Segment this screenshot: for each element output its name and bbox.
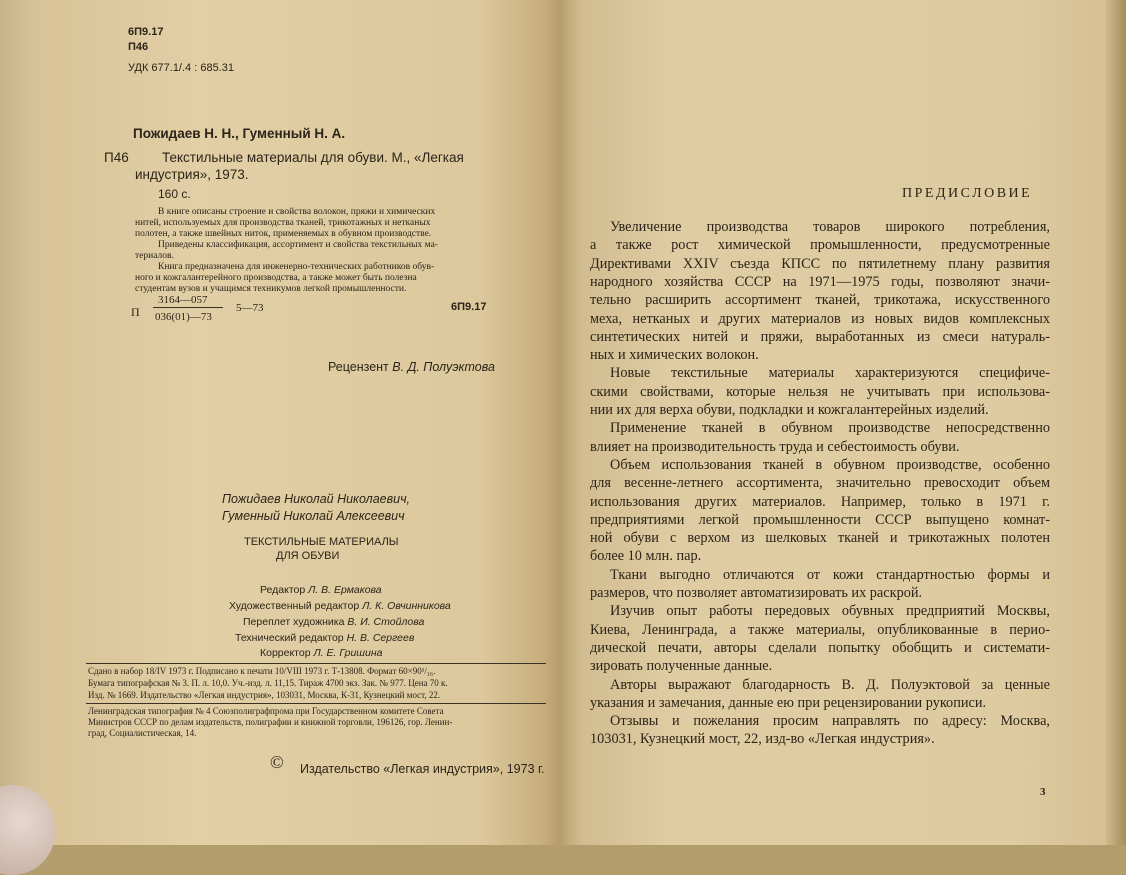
credit-name: В. И. Стойлова xyxy=(347,616,425,628)
annotation-line: нитей, используемых для производства тканей, трикотажных и нетканых xyxy=(135,218,431,228)
bbk-index: П46 xyxy=(128,41,149,53)
credit-name: Л. Е. Гришина xyxy=(313,647,383,659)
preface-heading: ПРЕДИСЛОВИЕ xyxy=(902,186,1033,201)
credit-name: Н. В. Сергеев xyxy=(346,632,415,644)
annotation-line: студентам вузов и учащимся техникумов легкой промышленности. xyxy=(135,284,407,294)
credit-line xyxy=(260,584,382,596)
author-full-1: Пожидаев Николай Николаевич, xyxy=(222,492,411,506)
preface-line: меха, нетканых и других материалов из новых видов комплексных xyxy=(590,310,1050,327)
preface-line: более 10 млн. пар. xyxy=(590,548,702,565)
code-suffix: 5—73 xyxy=(236,302,264,314)
page-edges xyxy=(1106,0,1126,845)
preface-line: нии их для верха обуви, подкладки и кожгалантерейных изделий. xyxy=(590,402,989,418)
preface-line: Киева, Ленинграда, а также материалы, опубликованные в перио- xyxy=(590,621,1050,638)
preface-line: использования других материалов. Например, только в 1971 г. xyxy=(590,493,1050,510)
credit-line xyxy=(243,616,424,628)
preface-line: синтетических нитей и пряжи, выработанных из смеси натураль- xyxy=(590,328,1050,345)
credit-role: Корректор xyxy=(260,647,311,659)
copyright-symbol: © xyxy=(270,752,284,772)
preface-line: 103031, Кузнецкий мост, 22, изд-во «Легкая индустрия». xyxy=(590,731,935,748)
preface-line: ной обуви с верхом из шелковых тканей и трикотажных полотен xyxy=(590,530,1050,547)
code-denominator: 036(01)—73 xyxy=(155,311,212,323)
code-numerator: 3164—057 xyxy=(158,294,208,306)
annotation-line: Приведены классификация, ассортимент и свойства текстильных ма- xyxy=(158,240,438,250)
preface-line: Отзывы и пожелания просим направлять по адресу: Москва, xyxy=(610,713,1050,730)
preface-line: для весенне-летнего ассортимента, значительно превосходит объем xyxy=(590,475,1050,492)
preface-line: Изучив опыт работы передовых обувных предприятий Москвы, xyxy=(610,603,1050,620)
preface-line: а также рост химической промышленности, предусмотренные xyxy=(590,237,1050,254)
credit-role: Редактор xyxy=(260,584,306,596)
printer-line: Ленинградская типография № 4 Союзполиграфпрома при Государственном комитете Совета xyxy=(88,706,444,716)
credit-line xyxy=(260,647,382,659)
preface-line: ных и химических волокон. xyxy=(590,347,759,364)
preface-line: Новые текстильные материалы характеризуются специфиче- xyxy=(610,365,1050,382)
reviewer xyxy=(328,360,495,374)
preface-line: тельно расширить ассортимент тканей, трикотажа, искусственного xyxy=(590,292,1050,309)
copyright-text: Издательство «Легкая индустрия», 1973 г. xyxy=(300,762,545,776)
credit-name: Л. К. Овчинникова xyxy=(362,600,451,612)
credit-line xyxy=(229,600,451,612)
imprint-line: Бумага типографская № 3. П. л. 10,0. Уч.-изд. л. 11,15. Тираж 4700 экз. Зак. № 977. Цена 70 к. xyxy=(88,678,448,688)
imprint-rule-top xyxy=(86,663,546,664)
fraction-bar xyxy=(153,307,223,308)
reviewer-label: Рецензент xyxy=(328,360,389,374)
annotation-line: полотен, а также швейных ниток, применяемых в обувном производстве. xyxy=(135,229,432,239)
annotation-line: териалов. xyxy=(135,251,174,261)
preface-line: Директивами XXIV съезда КПСС по пятилетнему плану развития xyxy=(590,255,1050,272)
preface-line: указания и замечания, данные ею при рецензировании рукописи. xyxy=(590,694,987,711)
preface-line: влияет на производительность труда и себестоимость обуви. xyxy=(590,438,960,455)
authors-heading: Пожидаев Н. Н., Гуменный Н. А. xyxy=(133,126,346,141)
credit-role: Технический редактор xyxy=(235,632,344,644)
imprint-rule-bottom xyxy=(86,703,546,704)
title-line-1: Текстильные материалы для обуви. М., «Легкая xyxy=(162,150,464,165)
preface-line: Авторы выражают благодарность В. Д. Полуэктовой за ценные xyxy=(610,676,1050,693)
credit-role: Художественный редактор xyxy=(229,600,360,612)
annotation-line: Книга предназначена для инженерно-технических работников обув- xyxy=(158,262,435,272)
preface-line: скими свойствами, которые нельзя не учитывать при использова- xyxy=(590,383,1050,400)
preface-line: Объем использования тканей в обувном производстве, особенно xyxy=(610,456,1050,473)
printer-line: Министров СССР по делам издательств, полиграфии и книжной торговли, 196126, гор. Ленин- xyxy=(88,717,453,727)
preface-line: Применение тканей в обувном производстве непосредственно xyxy=(610,420,1050,437)
preface-line: Ткани выгодно отличаются от кожи стандартностью формы и xyxy=(610,566,1050,583)
book-title-2: ДЛЯ ОБУВИ xyxy=(276,550,340,562)
catalog-index: П46 xyxy=(104,150,129,165)
credit-role: Переплет художника xyxy=(243,616,345,628)
code-right: 6П9.17 xyxy=(451,301,487,313)
code-prefix: П xyxy=(131,305,140,319)
credit-name: Л. В. Ермакова xyxy=(308,584,382,596)
preface-line: дической печати, авторы сделали попытку обобщить и системати- xyxy=(590,639,1050,656)
page-count: 160 с. xyxy=(158,187,191,201)
printer-line: град, Социалистическая, 14. xyxy=(88,728,197,738)
page-number: 3 xyxy=(1040,786,1046,798)
annotation-line: В книге описаны строение и свойства волокон, пряжи и химических xyxy=(158,207,436,217)
preface-line: зировать полученные данные. xyxy=(590,658,773,675)
reviewer-name: В. Д. Полуэктова xyxy=(392,360,495,374)
author-full-2: Гуменный Николай Алексеевич xyxy=(222,509,405,523)
preface-line: народного хозяйства СССР на 1971—1975 годы, позволяют значи- xyxy=(590,273,1050,290)
book-title-1: ТЕКСТИЛЬНЫЕ МАТЕРИАЛЫ xyxy=(244,536,399,548)
udk: УДК 677.1/.4 : 685.31 xyxy=(128,62,234,74)
preface-line: размеров, что позволяет автоматизировать их раскрой. xyxy=(590,585,923,601)
title-line-2: индустрия», 1973. xyxy=(135,167,249,182)
preface-line: Увеличение производства товаров широкого потребления, xyxy=(610,219,1050,235)
annotation-line: ного и кожгалантерейного производства, а также может быть полезна xyxy=(135,273,417,283)
bbk-code: 6П9.17 xyxy=(128,26,164,38)
preface-line: предприятиями легкой промышленности СССР выпущено комнат- xyxy=(590,511,1050,528)
imprint-line: Изд. № 1669. Издательство «Легкая индустрия», 103031, Москва, К-31, Кузнецкий мост, 22. xyxy=(88,690,441,700)
credit-line xyxy=(235,632,414,644)
imprint-line: Сдано в набор 18/IV 1973 г. Подписано к печати 10/VIII 1973 г. Т-13808. Формат 60×90¹/₁₆. xyxy=(88,666,436,676)
